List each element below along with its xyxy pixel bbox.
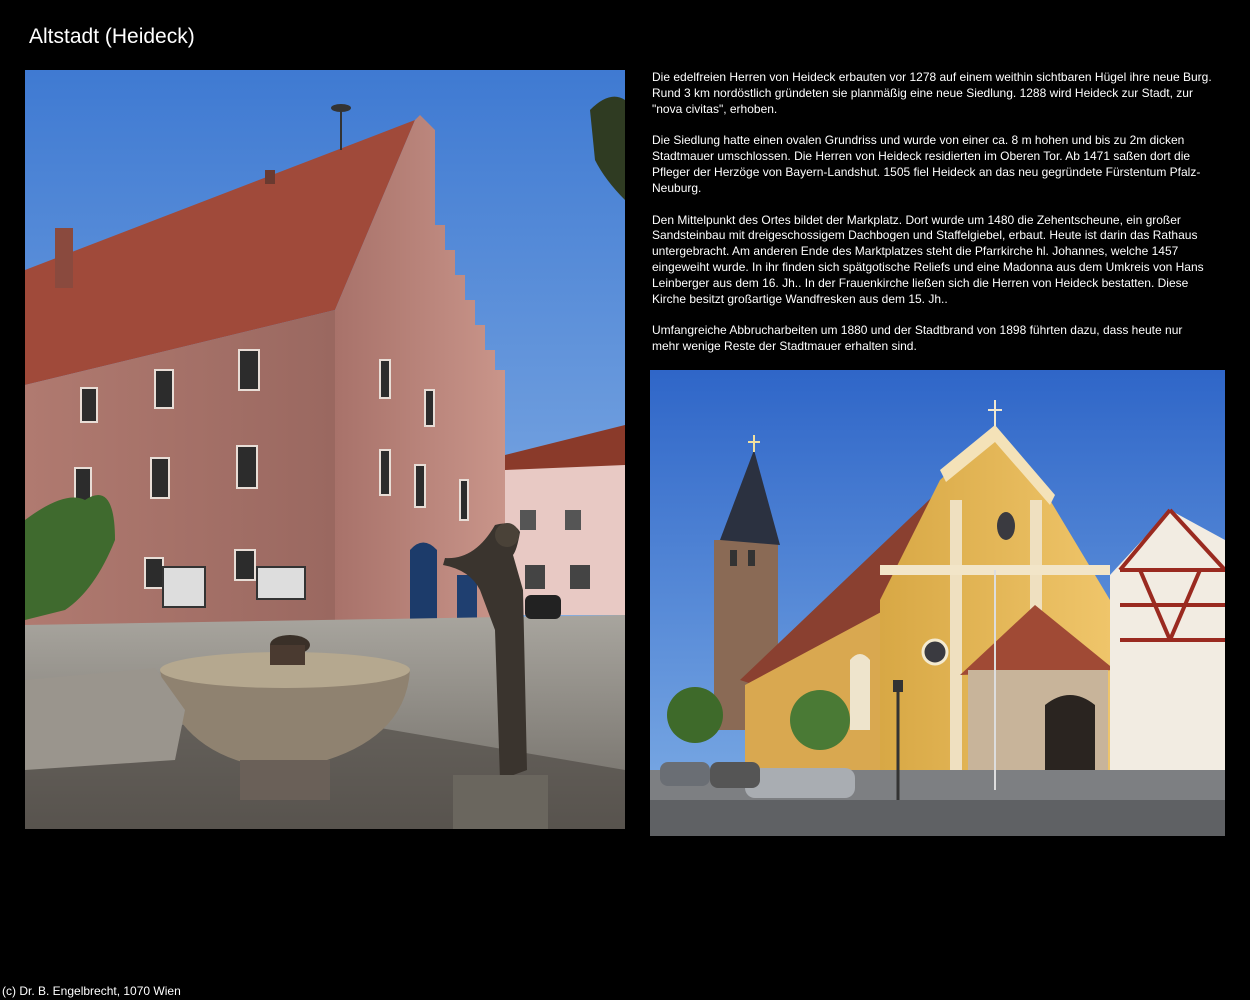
paragraph-settlement: Die Siedlung hatte einen ovalen Grundriss und wurde von einer ca. 8 m hohen und bis zu 2m dicken Stadtmauer umschlossen. Die Herren von Heideck residierten im Oberen Tor. Ab 1471 saßen dort die Pfleger der Herzöge von Bayern-Landshut. 1505 fiel Heideck an das neu gegründete Fürstentum Pfalz-Neuburg. [652,133,1201,195]
photo-church[interactable] [650,370,1225,836]
page-title: Altstadt (Heideck) [29,25,195,48]
description-text [652,70,1212,371]
copyright-footer: (c) Dr. B. Engelbrecht, 1070 Wien [2,984,181,998]
paragraph-founding: Die edelfreien Herren von Heideck erbauten vor 1278 auf einem weithin sichtbaren Hügel ihre neue Burg. Rund 3 km nordöstlich gründeten sie planmäßig eine neue Siedlung. 1288 wird Heideck zur Stadt, zur "nova civitas", erhoben. [652,70,1212,116]
photo-town-hall[interactable] [25,70,625,829]
town-hall-image [25,70,625,829]
paragraph-marketplace: Den Mittelpunkt des Ortes bildet der Markplatz. Dort wurde um 1480 die Zehentscheune, ein großer Sandsteinbau mit dreigeschossigem Dachbogen und Staffelgiebel, erbaut. Heute ist darin das Rathaus untergebracht. Am anderen Ende des Marktplatzes steht die Pfarrkirche hl. Johannes, welche 1457 eingeweiht wurde. In ihr finden sich spätgotische Reliefs und eine Madonna aus dem Umkreis von Hans Leinberger aus dem 16. Jh.. In der Frauenkirche ließen sich die Herren von Heideck bestatten. Diese Kirche besitzt großartige Wandfresken aus dem 15. Jh.. [652,212,1204,306]
church-image [650,370,1225,836]
paragraph-demolition: Umfangreiche Abbrucharbeiten um 1880 und der Stadtbrand von 1898 führten dazu, dass heute nur mehr wenige Reste der Stadtmauer erhalten sind. [652,323,1183,354]
